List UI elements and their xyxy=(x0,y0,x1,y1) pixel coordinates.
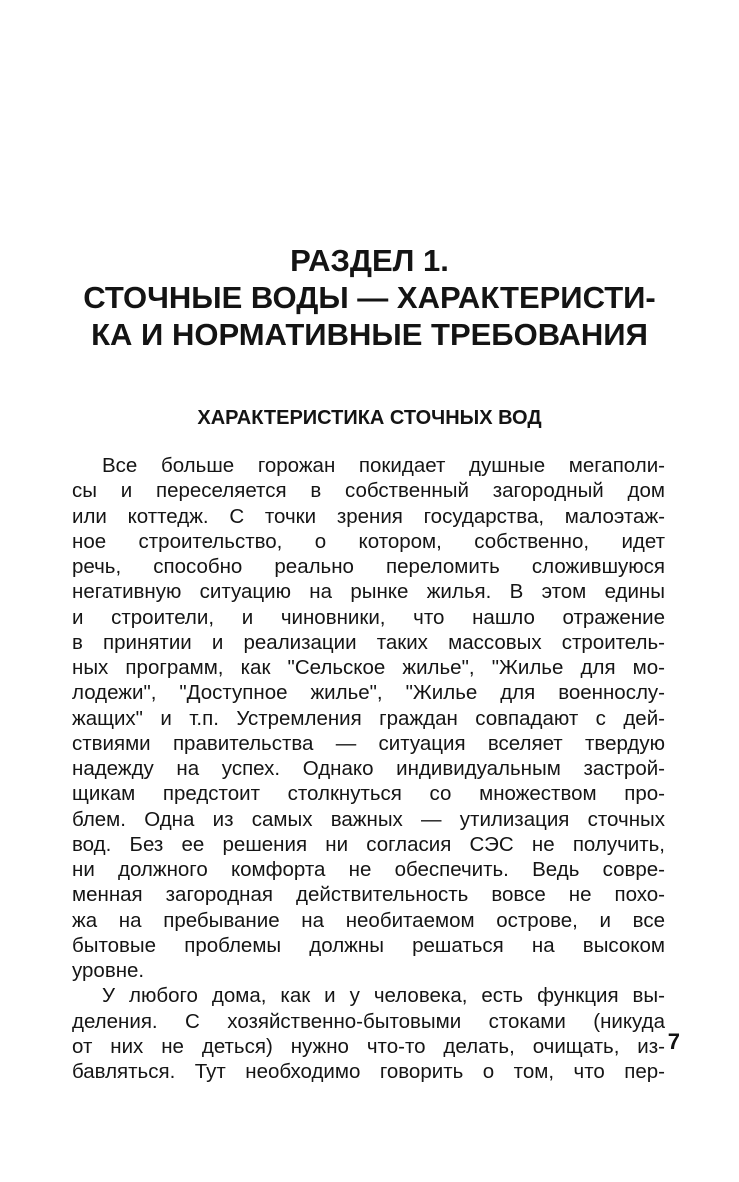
subsection-heading: ХАРАКТЕРИСТИКА СТОЧНЫХ ВОД xyxy=(197,407,542,429)
text-line: У любого дома, как и у человека, есть функция вы- xyxy=(102,984,665,1008)
text-line: в принятии и реализации таких массовых строитель- xyxy=(72,630,665,654)
text-line: речь, способно реально переломить сложившуюся xyxy=(72,555,665,578)
text-line: жа на пребывание на необитаемом острове, и все xyxy=(72,908,665,932)
text-line: Все больше горожан покидает душные мегаполи- xyxy=(102,454,665,477)
body-text xyxy=(72,453,665,1084)
section-title-line: РАЗДЕЛ 1. xyxy=(290,243,449,278)
text-line: и строители, и чиновники, что нашло отражение xyxy=(72,605,665,629)
text-line: вод. Без ее решения ни согласия СЭС не получить, xyxy=(72,832,665,856)
section-title-line: СТОЧНЫЕ ВОДЫ — ХАРАКТЕРИСТИ- xyxy=(83,280,656,315)
text-line: ни должного комфорта не обеспечить. Ведь совре- xyxy=(72,858,665,881)
text-line: ных программ, как "Сельское жилье", "Жилье для мо- xyxy=(72,656,665,679)
text-line: или коттедж. С точки зрения государства, малоэтаж- xyxy=(72,504,665,528)
text-line: от них не деться) нужно что-то делать, очищать, из- xyxy=(72,1034,665,1058)
text-line: негативную ситуацию на рынке жилья. В этом едины xyxy=(72,580,665,604)
text-line: блем. Одна из самых важных — утилизация сточных xyxy=(72,807,665,831)
section-title-line: КА И НОРМАТИВНЫЕ ТРЕБОВАНИЯ xyxy=(91,317,648,352)
section-title xyxy=(0,242,739,353)
page-number: 7 xyxy=(667,1029,680,1054)
text-line: ное строительство, о котором, собственно, идет xyxy=(72,529,665,553)
text-line: надежду на успех. Однако индивидуальным застрой- xyxy=(72,757,665,780)
text-line: менная загородная действительность вовсе не похо- xyxy=(72,883,665,907)
text-line: лодежи", "Доступное жилье", "Жилье для военнослу- xyxy=(72,681,665,705)
text-line: бытовые проблемы должны решаться на высоком xyxy=(72,933,665,957)
text-line: деления. С хозяйственно-бытовыми стоками (никуда xyxy=(72,1009,665,1033)
text-line: жащих" и т.п. Устремления граждан совпадают с дей- xyxy=(72,706,665,730)
text-line: щикам предстоит столкнуться со множеством про- xyxy=(72,782,665,806)
text-line: уровне. xyxy=(72,959,145,982)
paragraph xyxy=(72,983,665,1084)
text-line: сы и переселяется в собственный загородный дом xyxy=(72,479,665,503)
text-line: ствиями правительства — ситуация вселяет твердую xyxy=(72,731,665,755)
text-line: бавляться. Тут необходимо говорить о том, что пер- xyxy=(72,1060,665,1083)
paragraph xyxy=(72,453,665,983)
